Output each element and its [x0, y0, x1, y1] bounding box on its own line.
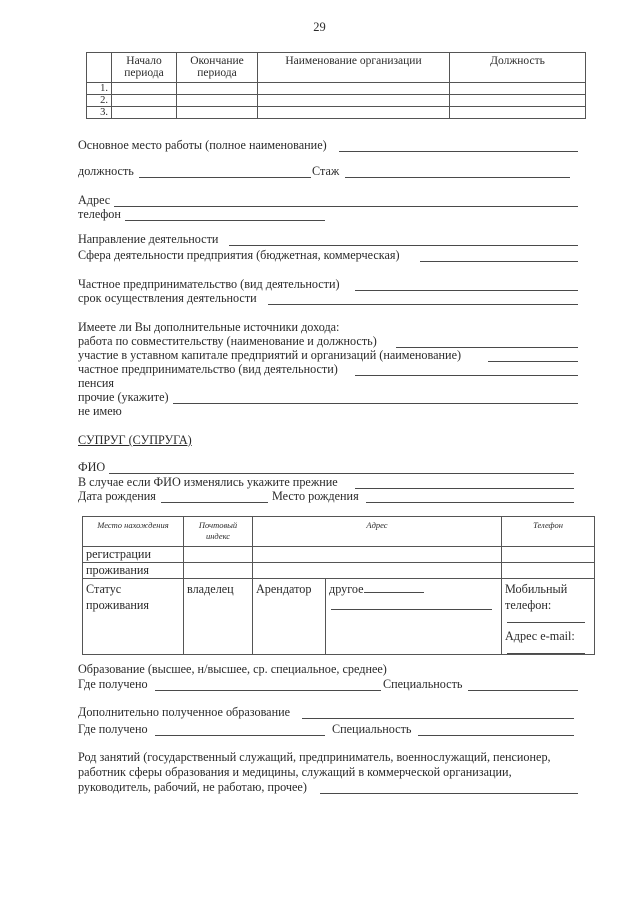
specialty2-field[interactable]	[418, 735, 574, 736]
cell-end[interactable]	[177, 95, 258, 107]
extra-income-question: Имеете ли Вы дополнительные источники дохода:	[78, 320, 340, 334]
cell-address[interactable]	[253, 547, 502, 563]
mobile-phone-field[interactable]	[507, 622, 585, 623]
row-number: 2.	[87, 95, 112, 107]
email-field[interactable]	[507, 653, 585, 654]
where-obtained2-field[interactable]	[155, 735, 325, 736]
birth-date-field[interactable]	[161, 502, 268, 503]
cell-start[interactable]	[112, 95, 177, 107]
charter-capital-label: участие в уставном капитале предприятий и организаций (наименование)	[78, 348, 462, 362]
spouse-heading: СУПРУГ (СУПРУГА)	[78, 433, 192, 447]
activity-term-label: срок осуществления деятельности	[78, 291, 257, 305]
none-label: не имею	[78, 404, 122, 418]
occupation-line-2: работник сферы образования и медицины, служащий в коммерческой организации,	[78, 765, 512, 779]
enterprise-sphere-label: Сфера деятельности предприятия (бюджетная, коммерческая)	[78, 248, 400, 262]
header-cell-end: Окончание периода	[177, 53, 258, 83]
experience-field[interactable]	[345, 177, 570, 178]
mobile-phone-label: Мобильный телефон:	[505, 582, 568, 612]
part-time-label: работа по совместительству (наименование и должность)	[78, 334, 377, 348]
header-postal-index: Почтовый индекс	[184, 517, 253, 547]
header-cell-num	[87, 53, 112, 83]
other-option-field-2[interactable]	[331, 609, 492, 610]
phone-field[interactable]	[125, 220, 325, 221]
row-registration-label: регистрации	[83, 547, 184, 563]
header-phone: Телефон	[502, 517, 595, 547]
specialty-field[interactable]	[468, 690, 578, 691]
table-row[interactable]	[87, 83, 586, 95]
cell-end[interactable]	[177, 107, 258, 119]
position-label: должность	[78, 164, 134, 178]
phone-label: телефон	[78, 207, 121, 221]
cell-phone[interactable]	[502, 563, 595, 579]
table-row[interactable]	[83, 547, 595, 563]
position-field[interactable]	[139, 177, 311, 178]
private-business-label: Частное предпринимательство (вид деятельности)	[78, 277, 340, 291]
birth-place-label: Место рождения	[272, 489, 359, 503]
other-label: прочие (укажите)	[78, 390, 169, 404]
table-row[interactable]	[83, 563, 595, 579]
table-header-row	[87, 53, 586, 83]
other-option-cell[interactable]	[326, 579, 502, 655]
header-cell-org: Наименование организации	[258, 53, 450, 83]
cell-org[interactable]	[258, 83, 450, 95]
contact-cell	[502, 579, 595, 655]
cell-start[interactable]	[112, 83, 177, 95]
fio-label: ФИО	[78, 460, 106, 474]
cell-postal-index[interactable]	[184, 547, 253, 563]
page-number: 29	[313, 20, 326, 34]
where-obtained2-label: Где получено	[78, 722, 148, 736]
header-cell-start: Начало периода	[112, 53, 177, 83]
cell-start[interactable]	[112, 107, 177, 119]
status-label: Статус проживания	[83, 579, 184, 655]
other-option-field[interactable]	[364, 592, 424, 593]
activity-term-field[interactable]	[268, 304, 578, 305]
where-obtained-label: Где получено	[78, 677, 148, 691]
address-field[interactable]	[114, 206, 578, 207]
header-address: Адрес	[253, 517, 502, 547]
row-number: 3.	[87, 107, 112, 119]
additional-education-label: Дополнительно полученное образование	[78, 705, 291, 719]
activity-direction-field[interactable]	[229, 245, 578, 246]
private-business2-label: частное предпринимательство (вид деятельности)	[78, 362, 338, 376]
table-header-row	[83, 517, 595, 547]
cell-address[interactable]	[253, 563, 502, 579]
occupation-line-1: Род занятий (государственный служащий, предприниматель, военнослужащий, пенсионер,	[78, 750, 551, 764]
table-row[interactable]	[87, 95, 586, 107]
pension-label: пенсия	[78, 376, 114, 390]
other-field[interactable]	[173, 403, 578, 404]
occupation-field[interactable]	[320, 793, 578, 794]
experience-label: Стаж	[312, 164, 340, 178]
email-label: Адрес e-mail:	[505, 629, 575, 643]
cell-org[interactable]	[258, 107, 450, 119]
enterprise-sphere-field[interactable]	[420, 261, 578, 262]
work-history-table	[86, 52, 586, 119]
cell-position[interactable]	[450, 95, 586, 107]
main-job-label: Основное место работы (полное наименование)	[78, 138, 327, 152]
where-obtained-field[interactable]	[155, 690, 381, 691]
specialty2-label: Специальность	[332, 722, 412, 736]
address-table	[82, 516, 595, 655]
header-location: Место нахождения	[83, 517, 184, 547]
table-row[interactable]	[87, 107, 586, 119]
education-label: Образование (высшее, н/высшее, ср. специальное, среднее)	[78, 662, 387, 676]
main-job-field[interactable]	[339, 151, 578, 152]
fio-changed-field[interactable]	[355, 488, 574, 489]
cell-position[interactable]	[450, 107, 586, 119]
cell-org[interactable]	[258, 95, 450, 107]
birth-place-field[interactable]	[366, 502, 574, 503]
specialty-label: Специальность	[383, 677, 463, 691]
status-row	[83, 579, 595, 655]
occupation-line-3: руководитель, рабочий, не работаю, прочее)	[78, 780, 307, 794]
tenant-option[interactable]: Арендатор	[253, 579, 326, 655]
header-cell-position: Должность	[450, 53, 586, 83]
private-business-field[interactable]	[355, 290, 578, 291]
activity-direction-label: Направление деятельности	[78, 232, 219, 246]
birth-date-label: Дата рождения	[78, 489, 156, 503]
cell-end[interactable]	[177, 83, 258, 95]
row-residence-label: проживания	[83, 563, 184, 579]
cell-postal-index[interactable]	[184, 563, 253, 579]
fio-field[interactable]	[109, 473, 574, 474]
row-number: 1.	[87, 83, 112, 95]
cell-position[interactable]	[450, 83, 586, 95]
cell-phone[interactable]	[502, 547, 595, 563]
fio-changed-label: В случае если ФИО изменялись укажите прежние	[78, 475, 338, 489]
additional-education-field[interactable]	[302, 718, 574, 719]
charter-capital-field[interactable]	[488, 361, 578, 362]
other-option-label: другое	[329, 582, 364, 596]
owner-option[interactable]: владелец	[184, 579, 253, 655]
address-label: Адрес	[78, 193, 111, 207]
private-business2-field[interactable]	[355, 375, 578, 376]
